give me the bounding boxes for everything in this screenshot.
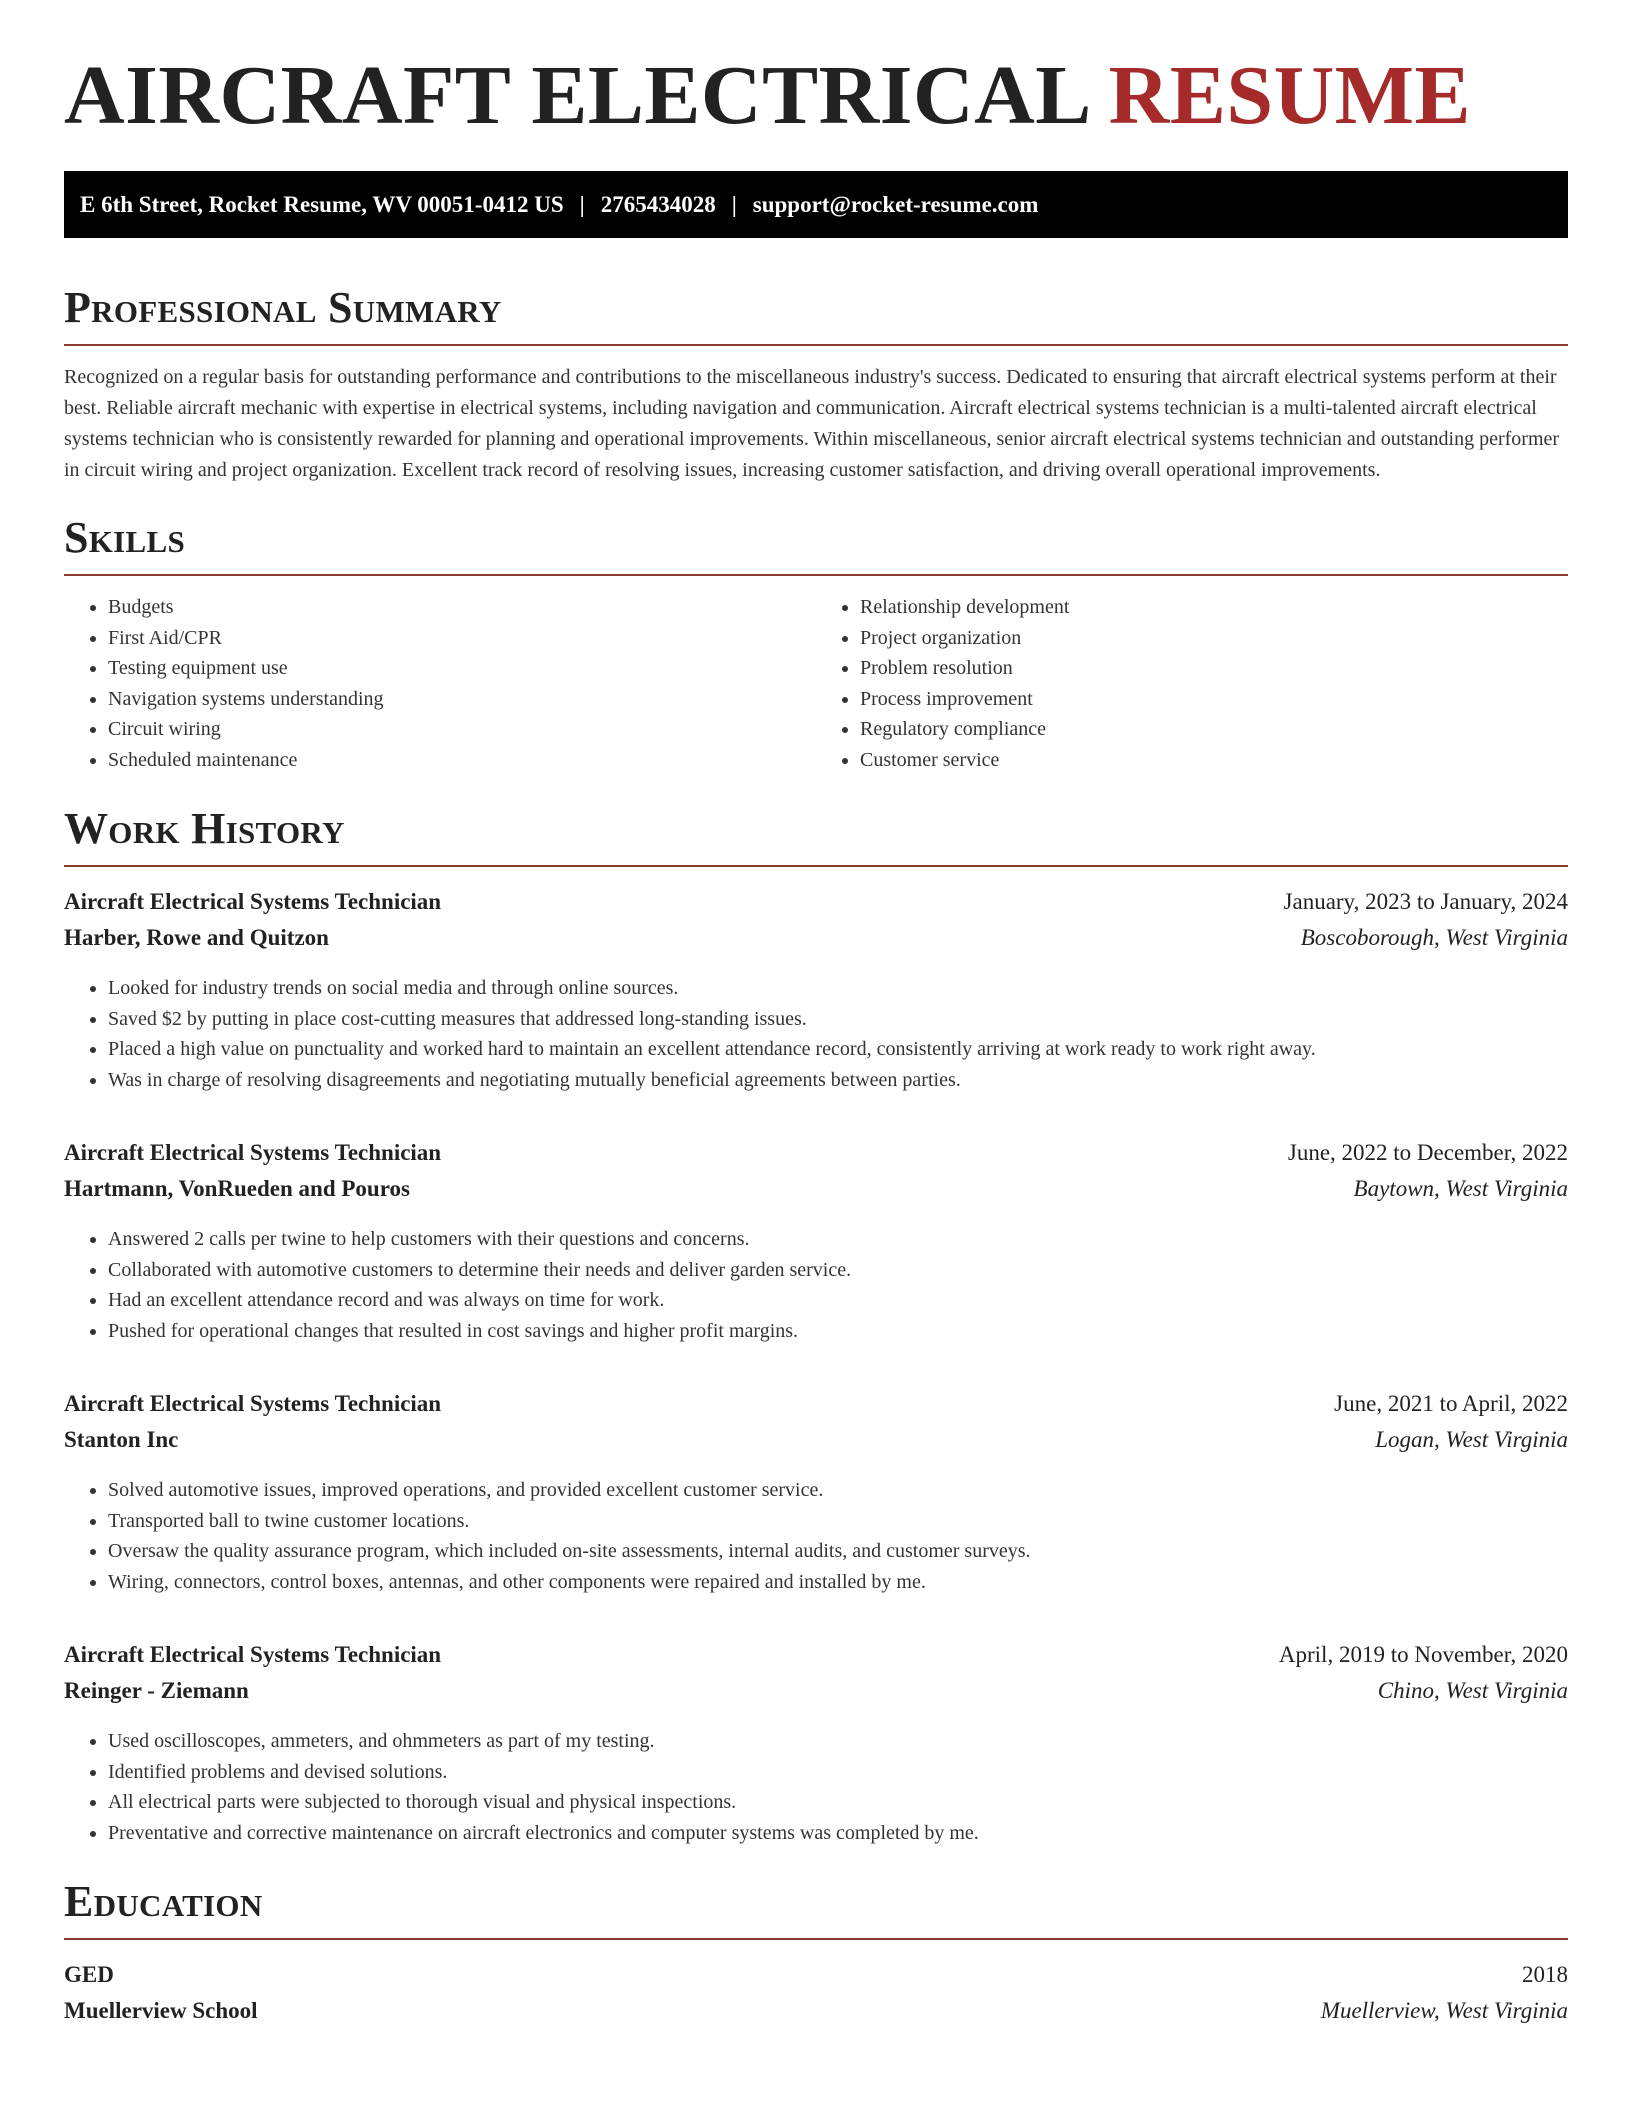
job-title-row xyxy=(64,1386,1568,1422)
job-bullet: • Oversaw the quality assurance program, which included on-site assessments, internal audits, and customer surveys. xyxy=(108,1536,1568,1567)
job-company: Harber, Rowe and Quitzon xyxy=(64,925,329,950)
job-company-row xyxy=(64,1673,1568,1709)
job-dates: April, 2019 to November, 2020 xyxy=(1278,1642,1568,1667)
skill-item: • Process improvement xyxy=(860,684,1568,715)
job-location: Logan, West Virginia xyxy=(1375,1427,1568,1452)
title-main: AIRCRAFT ELECTRICAL xyxy=(64,49,1088,142)
education-school-row xyxy=(64,1993,1568,2029)
job-bullet: • Preventative and corrective maintenance on aircraft electronics and computer systems was completed by me. xyxy=(108,1818,1568,1849)
job-dates: June, 2022 to December, 2022 xyxy=(1287,1140,1568,1165)
skills-heading: Skills xyxy=(64,513,186,562)
job-bullets xyxy=(64,973,1568,1095)
education-year: 2018 xyxy=(1522,1962,1568,1987)
contact-bar xyxy=(64,171,1568,238)
skill-item: • Scheduled maintenance xyxy=(108,745,816,776)
title-accent: RESUME xyxy=(1108,49,1472,142)
job-bullet: • Placed a high value on punctuality and worked hard to maintain an excellent attendance record, consistently arriving at work ready to work right away. xyxy=(108,1034,1568,1065)
skills-list-left xyxy=(64,592,816,775)
job-bullet: • Wiring, connectors, control boxes, antennas, and other components were repaired and installed by me. xyxy=(108,1567,1568,1598)
job-company: Stanton Inc xyxy=(64,1427,179,1452)
job-title: Aircraft Electrical Systems Technician xyxy=(64,1140,442,1165)
job-location: Baytown, West Virginia xyxy=(1353,1176,1568,1201)
education-section xyxy=(64,1877,1568,2029)
summary-heading: Professional Summary xyxy=(64,283,502,332)
job-company-row xyxy=(64,1171,1568,1207)
job-title: Aircraft Electrical Systems Technician xyxy=(64,889,442,914)
job-title-row xyxy=(64,1637,1568,1673)
job-company: Hartmann, VonRueden and Pouros xyxy=(64,1176,410,1201)
job-bullet: • Was in charge of resolving disagreements and negotiating mutually beneficial agreements between parties. xyxy=(108,1065,1568,1096)
job-bullet: • Saved $2 by putting in place cost-cutting measures that addressed long-standing issues. xyxy=(108,1004,1568,1035)
job-bullet: • Collaborated with automotive customers to determine their needs and deliver garden service. xyxy=(108,1255,1568,1286)
work-history-section xyxy=(64,804,1568,1848)
job-entry xyxy=(64,1135,1568,1346)
job-title-row xyxy=(64,1135,1568,1171)
job-location: Chino, West Virginia xyxy=(1377,1678,1568,1703)
contact-address: E 6th Street, Rocket Resume, WV 00051-0412 US xyxy=(80,191,564,217)
job-company-row xyxy=(64,920,1568,956)
education-entry xyxy=(64,1957,1568,2029)
section-divider xyxy=(64,574,1568,576)
job-bullets xyxy=(64,1726,1568,1848)
job-bullets xyxy=(64,1224,1568,1346)
job-bullet: • Pushed for operational changes that resulted in cost savings and higher profit margins. xyxy=(108,1316,1568,1347)
job-dates: June, 2021 to April, 2022 xyxy=(1334,1391,1568,1416)
contact-phone: 2765434028 xyxy=(600,191,716,217)
education-location: Muellerview, West Virginia xyxy=(1320,1998,1568,2023)
job-location: Boscoborough, West Virginia xyxy=(1300,925,1568,950)
summary-text: Recognized on a regular basis for outstanding performance and contributions to the miscellaneous industry's success. Dedicated to ensuring that aircraft electrical systems perform at their best. Reliable aircraft mechanic with expertise in electrical systems, including navigation and communication. Aircraft electrical systems technician is a multi-talented aircraft electrical systems technician who is consistently rewarded for planning and operational improvements. Within miscellaneous, senior aircraft electrical systems technician and outstanding performer in circuit wiring and project organization. Excellent track record of resolving issues, increasing customer satisfaction, and driving overall operational improvements. xyxy=(64,366,1560,481)
job-bullet: • Transported ball to twine customer locations. xyxy=(108,1506,1568,1537)
skills-list-right xyxy=(816,592,1568,775)
job-title: Aircraft Electrical Systems Technician xyxy=(64,1391,442,1416)
job-bullets xyxy=(64,1475,1568,1597)
skill-item: • Customer service xyxy=(860,745,1568,776)
skill-item: • Circuit wiring xyxy=(108,714,816,745)
skill-item: • Project organization xyxy=(860,623,1568,654)
job-company-row xyxy=(64,1422,1568,1458)
job-title-row xyxy=(64,884,1568,920)
job-title: Aircraft Electrical Systems Technician xyxy=(64,1642,442,1667)
skill-item: • Testing equipment use xyxy=(108,653,816,684)
section-divider xyxy=(64,344,1568,346)
job-entry xyxy=(64,1386,1568,1597)
job-bullet: • Answered 2 calls per twine to help customers with their questions and concerns. xyxy=(108,1224,1568,1255)
summary-section xyxy=(64,283,1568,486)
skill-item: • Problem resolution xyxy=(860,653,1568,684)
job-dates: January, 2023 to January, 2024 xyxy=(1283,889,1568,914)
skill-item: • First Aid/CPR xyxy=(108,623,816,654)
skill-item: • Budgets xyxy=(108,592,816,623)
job-company: Reinger - Ziemann xyxy=(64,1678,249,1703)
contact-separator: | xyxy=(579,191,585,217)
section-divider xyxy=(64,865,1568,867)
skill-item: • Relationship development xyxy=(860,592,1568,623)
job-entry xyxy=(64,884,1568,1095)
resume-title xyxy=(64,49,1568,142)
education-heading: Education xyxy=(64,1877,263,1926)
job-bullet: • Had an excellent attendance record and was always on time for work. xyxy=(108,1285,1568,1316)
job-bullet: • Solved automotive issues, improved operations, and provided excellent customer service. xyxy=(108,1475,1568,1506)
skills-grid xyxy=(64,592,1568,775)
job-bullet: • Looked for industry trends on social media and through online sources. xyxy=(108,973,1568,1004)
education-school: Muellerview School xyxy=(64,1998,258,2023)
skills-section xyxy=(64,513,1568,775)
contact-email: support@rocket-resume.com xyxy=(752,191,1039,217)
job-bullet: • All electrical parts were subjected to thorough visual and physical inspections. xyxy=(108,1787,1568,1818)
job-entry xyxy=(64,1637,1568,1848)
education-degree-row xyxy=(64,1957,1568,1993)
skill-item: • Regulatory compliance xyxy=(860,714,1568,745)
section-divider xyxy=(64,1938,1568,1940)
skill-item: • Navigation systems understanding xyxy=(108,684,816,715)
job-bullet: • Used oscilloscopes, ammeters, and ohmmeters as part of my testing. xyxy=(108,1726,1568,1757)
job-bullet: • Identified problems and devised solutions. xyxy=(108,1757,1568,1788)
work-history-heading: Work History xyxy=(64,804,345,853)
contact-separator: | xyxy=(731,191,737,217)
education-degree: GED xyxy=(64,1962,114,1987)
